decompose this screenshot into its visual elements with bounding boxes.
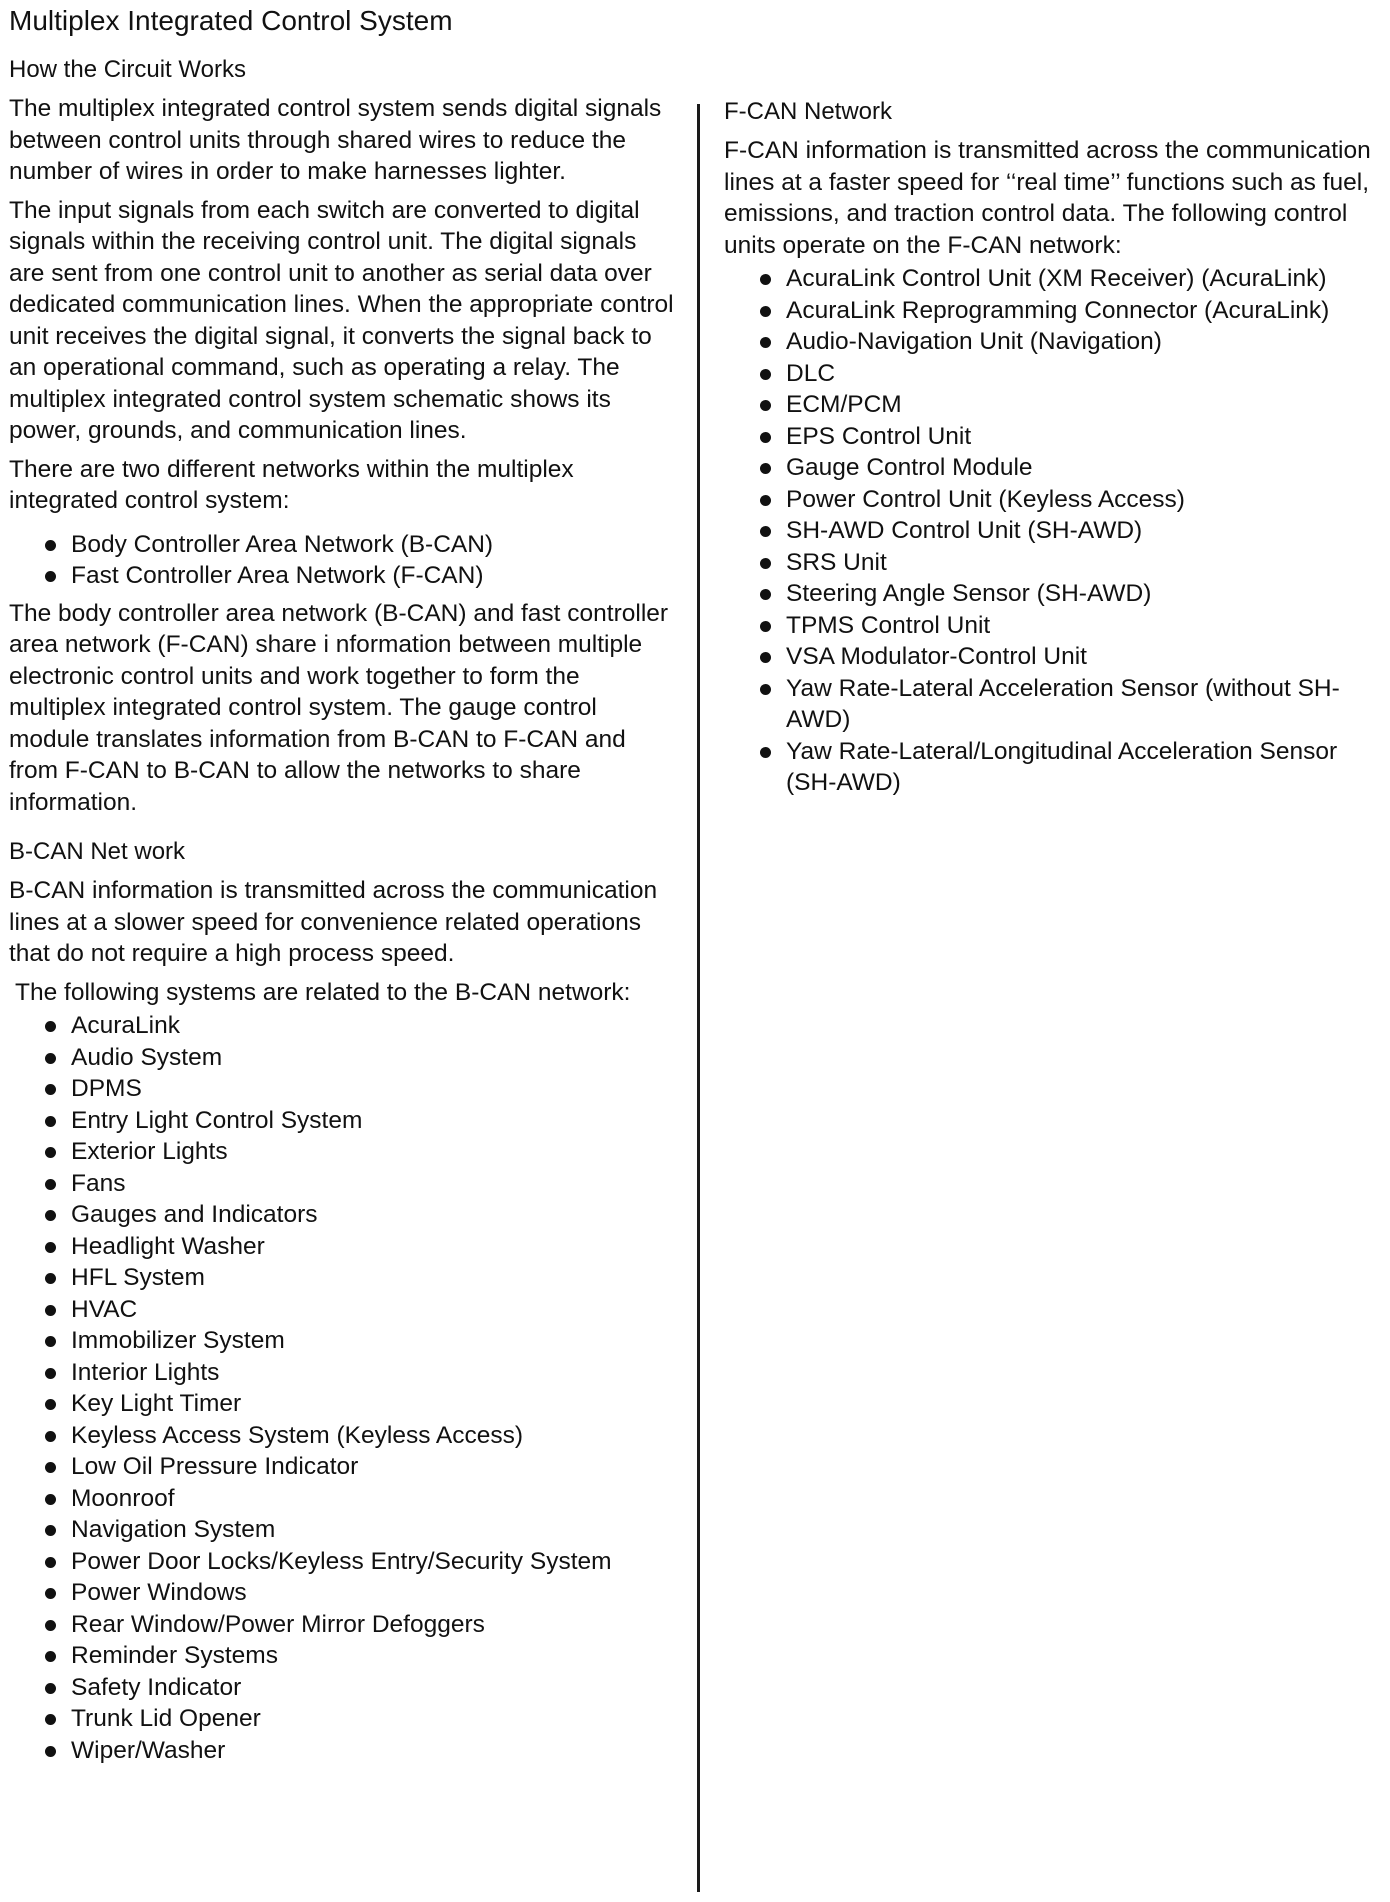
list-item: DLC (724, 358, 1384, 390)
section-heading-how-circuit-works: How the Circuit Works (9, 56, 246, 83)
paragraph-network-share: The body controller area network (B-CAN) and fast controller area network (F-CAN) share i nformation between multiple electronic control units and work together to form the multiplex integrated control system. The gauge control module translates information from B-CAN to F-CAN and from F-CAN to B-CAN to allow the networks to share information. (9, 599, 669, 816)
document-title: Multiplex Integrated Control System (9, 5, 453, 36)
paragraph-bcan-systems-intro: The following systems are related to the B-CAN network: (15, 978, 631, 1006)
list-item: Body Controller Area Network (B-CAN) (9, 529, 674, 561)
paragraph-two-networks: There are two different networks within the multiplex integrated control system: (9, 455, 574, 514)
list-item: HFL System (9, 1262, 674, 1294)
list-item: VSA Modulator-Control Unit (724, 641, 1384, 673)
list-item: Steering Angle Sensor (SH-AWD) (724, 578, 1384, 610)
section-heading-fcan: F-CAN Network (724, 98, 893, 125)
paragraph-bcan-info: B-CAN information is transmitted across the communication lines at a slower speed for convenience related operations that do not require a high process speed. (9, 877, 658, 967)
section-heading-bcan: B-CAN Net work (9, 838, 186, 865)
paragraph-intro: The multiplex integrated control system sends digital signals between control units through shared wires to reduce the number of wires in order to make harnesses lighter. (9, 95, 662, 185)
paragraph-input-signals: The input signals from each switch are converted to digital signals within the receiving control unit. The digital signals are sent from one control unit to another as serial data over dedicated communication lines. When the appropriate control unit receives the digital signal, it converts the signal back to an operational command, such as operating a relay. The multiplex integrated control system schematic shows its power, grounds, and communication lines. (9, 196, 674, 444)
list-item: ECM/PCM (724, 389, 1384, 421)
list-item: Reminder Systems (9, 1640, 674, 1672)
list-item: Audio-Navigation Unit (Navigation) (724, 326, 1384, 358)
fcan-units-list (724, 263, 1384, 799)
list-item: Yaw Rate-Lateral/Longitudinal Acceleration Sensor (SH-AWD) (724, 736, 1384, 799)
list-item: Headlight Washer (9, 1231, 674, 1263)
network-list (9, 529, 674, 592)
list-item: EPS Control Unit (724, 421, 1384, 453)
list-item: HVAC (9, 1294, 674, 1326)
list-item: SH-AWD Control Unit (SH-AWD) (724, 515, 1384, 547)
list-item: Fast Controller Area Network (F-CAN) (9, 560, 674, 592)
list-item: Yaw Rate-Lateral Acceleration Sensor (without SH-AWD) (724, 673, 1384, 736)
list-item: Wiper/Washer (9, 1735, 674, 1767)
list-item: Exterior Lights (9, 1136, 674, 1168)
list-item: AcuraLink Reprogramming Connector (AcuraLink) (724, 295, 1384, 327)
column-divider (697, 104, 700, 1892)
paragraph-fcan-info: F-CAN information is transmitted across the communication lines at a faster speed for ‘‘real time’’ functions such as fuel, emissions, and traction control data. The following control units operate on the F-CAN network: (724, 137, 1371, 259)
list-item: Immobilizer System (9, 1325, 674, 1357)
list-item: TPMS Control Unit (724, 610, 1384, 642)
list-item: Gauge Control Module (724, 452, 1384, 484)
list-item: Fans (9, 1168, 674, 1200)
list-item: Rear Window/Power Mirror Defoggers (9, 1609, 674, 1641)
list-item: Gauges and Indicators (9, 1199, 674, 1231)
list-item: DPMS (9, 1073, 674, 1105)
list-item: SRS Unit (724, 547, 1384, 579)
bcan-systems-list (9, 1010, 674, 1766)
list-item: Moonroof (9, 1483, 674, 1515)
list-item: AcuraLink (9, 1010, 674, 1042)
list-item: AcuraLink Control Unit (XM Receiver) (AcuraLink) (724, 263, 1384, 295)
list-item: Audio System (9, 1042, 674, 1074)
list-item: Trunk Lid Opener (9, 1703, 674, 1735)
list-item: Power Control Unit (Keyless Access) (724, 484, 1384, 516)
list-item: Low Oil Pressure Indicator (9, 1451, 674, 1483)
list-item: Power Door Locks/Keyless Entry/Security System (9, 1546, 674, 1578)
list-item: Safety Indicator (9, 1672, 674, 1704)
list-item: Keyless Access System (Keyless Access) (9, 1420, 674, 1452)
list-item: Navigation System (9, 1514, 674, 1546)
list-item: Power Windows (9, 1577, 674, 1609)
list-item: Entry Light Control System (9, 1105, 674, 1137)
right-column (724, 96, 1384, 805)
left-column (9, 54, 674, 1772)
list-item: Key Light Timer (9, 1388, 674, 1420)
list-item: Interior Lights (9, 1357, 674, 1389)
